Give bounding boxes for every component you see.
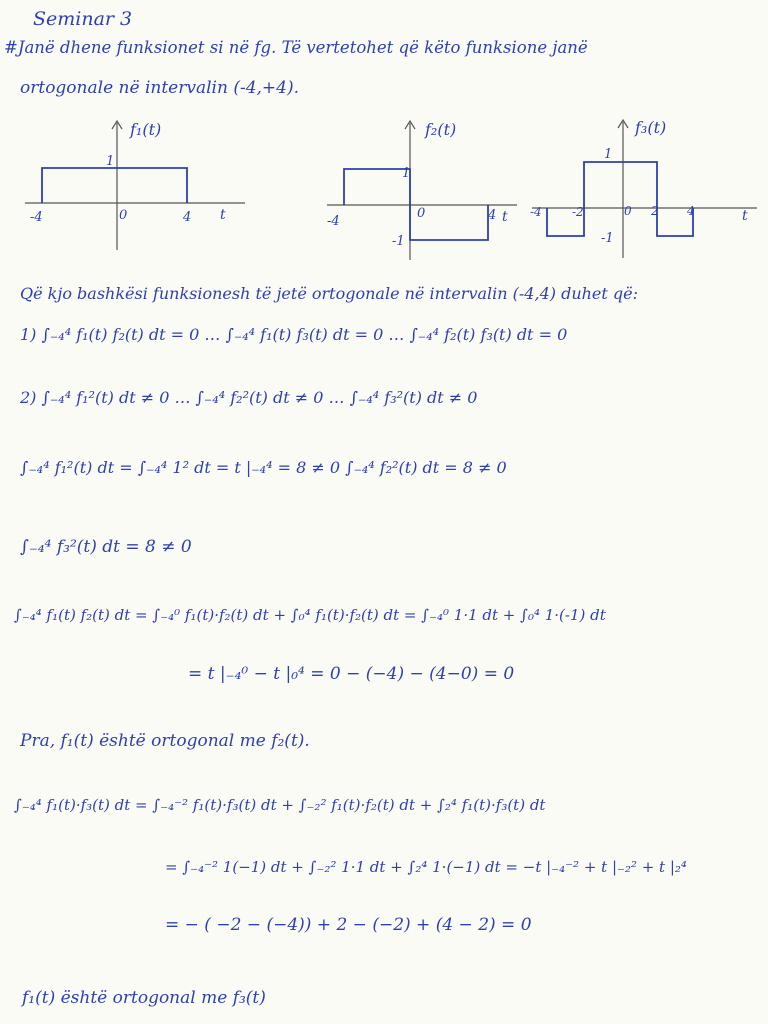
f1-tick-neg4: -4 — [30, 210, 43, 225]
f1-label: f₁(t) — [130, 120, 162, 139]
f3-tick-0: 0 — [624, 204, 632, 218]
f3-axis-t: t — [742, 208, 748, 224]
f1-signal — [42, 168, 187, 203]
inner-product-f1-f2-step2: = t |₋₄⁰ − t |₀⁴ = 0 − (−4) − (4−0) = 0 — [188, 664, 515, 684]
f2-axis-t: t — [502, 209, 508, 225]
graph-f1 — [20, 115, 250, 255]
graph-f3 — [527, 108, 762, 268]
problem-statement-line-1: #Janë dhene funksionet si në fg. Të vertetohet që këto funksione janë — [4, 38, 588, 57]
f2-tick-0: 0 — [417, 206, 426, 221]
f1-tick-0: 0 — [119, 208, 128, 223]
energy-f3: ∫₋₄⁴ f₃²(t) dt = 8 ≠ 0 — [20, 537, 192, 557]
f1-tick-1: 1 — [106, 154, 115, 169]
energy-f1-f2: ∫₋₄⁴ f₁²(t) dt = ∫₋₄⁴ 1² dt = t |₋₄⁴ = 8 ≠ 0 ∫₋₄⁴ f₂²(t) dt = 8 ≠ 0 — [20, 458, 507, 477]
f3-tick-neg4: -4 — [530, 205, 542, 219]
f3-tick-neg2: -2 — [572, 205, 584, 219]
f3-tick-neg1: -1 — [601, 231, 614, 246]
f3-label: f₃(t) — [635, 118, 667, 137]
inner-product-f1-f3-step1: ∫₋₄⁴ f₁(t)·f₃(t) dt = ∫₋₄⁻² f₁(t)·f₃(t) dt + ∫₋₂² f₁(t)·f₂(t) dt + ∫₂⁴ f₁(t)·f₃(t) dt — [14, 796, 546, 814]
inner-product-f1-f2-step1: ∫₋₄⁴ f₁(t) f₂(t) dt = ∫₋₄⁰ f₁(t)·f₂(t) dt + ∫₀⁴ f₁(t)·f₂(t) dt = ∫₋₄⁰ 1·1 dt + ∫₀⁴ 1·(-1) dt — [14, 606, 606, 624]
f2-tick-neg4: -4 — [327, 214, 340, 229]
inner-product-f1-f3-step2: = ∫₋₄⁻² 1(−1) dt + ∫₋₂² 1·1 dt + ∫₂⁴ 1·(−1) dt = −t |₋₄⁻² + t |₋₂² + t |₂⁴ — [165, 858, 687, 876]
conclusion-f1-f3: f₁(t) është ortogonal me f₃(t) — [22, 988, 266, 1008]
f3-tick-1: 1 — [604, 147, 613, 162]
f2-tick-1: 1 — [402, 166, 411, 181]
condition-2-integrals: 2) ∫₋₄⁴ f₁²(t) dt ≠ 0 … ∫₋₄⁴ f₂²(t) dt ≠ 0 … ∫₋₄⁴ f₃²(t) dt ≠ 0 — [20, 388, 478, 407]
f3-signal — [547, 162, 693, 236]
inner-product-f1-f3-step3: = − ( −2 − (−4)) + 2 − (−2) + (4 − 2) = 0 — [165, 915, 532, 935]
condition-1-integrals: 1) ∫₋₄⁴ f₁(t) f₂(t) dt = 0 … ∫₋₄⁴ f₁(t) f₃(t) dt = 0 … ∫₋₄⁴ f₂(t) f₃(t) dt = 0 — [20, 325, 568, 344]
f1-tick-4: 4 — [183, 210, 192, 225]
page-title: Seminar 3 — [33, 8, 133, 30]
f3-tick-4: 4 — [687, 204, 695, 218]
problem-statement-line-2: ortogonale në intervalin (-4,+4). — [20, 78, 300, 98]
f1-axis-t: t — [220, 207, 226, 223]
graph-f2 — [322, 115, 522, 265]
f3-tick-2: 2 — [651, 204, 659, 218]
f2-tick-4: 4 — [488, 208, 497, 223]
conclusion-f1-f2: Pra, f₁(t) është ortogonal me f₂(t). — [20, 731, 310, 751]
f2-tick-neg1: -1 — [392, 234, 405, 249]
orthogonality-condition-intro: Që kjo bashkësi funksionesh të jetë ortogonale në intervalin (-4,4) duhet që: — [20, 284, 639, 303]
f2-label: f₂(t) — [425, 120, 457, 139]
